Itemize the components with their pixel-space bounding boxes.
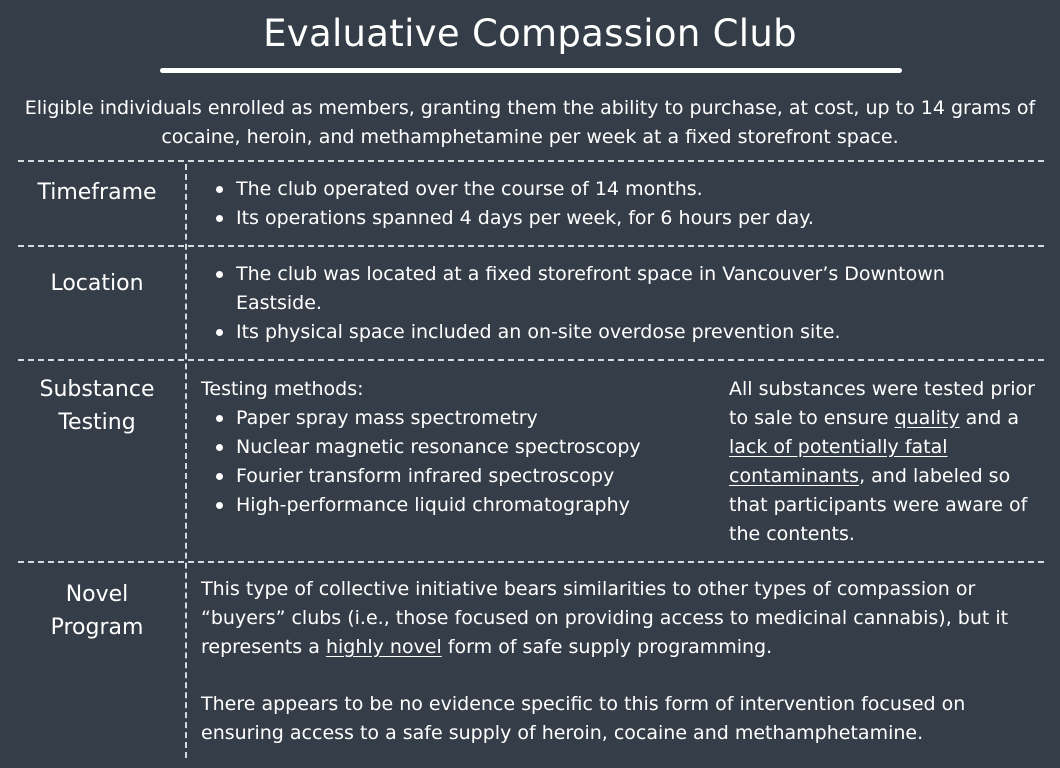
testing-methods-heading: Testing methods: [201, 378, 364, 400]
row-label-location: Location [50, 271, 144, 296]
column-divider [185, 164, 187, 758]
paragraph-text: This type of collective initiative bears similarities to other types of compassion or “buyers” clubs (i.e., those focused on providing access to medicinal cannabis), but it represents a [201, 578, 1009, 658]
row-label-novel-program [18, 578, 176, 644]
label-line: Substance [39, 377, 155, 402]
row-divider [18, 245, 1044, 247]
note-text: , and labeled so that participants were aware of the contents. [729, 465, 1028, 545]
note-text: All substances were tested prior to sale to ensure [729, 378, 1035, 429]
location-list [200, 260, 1030, 347]
list-item: High-performance liquid chromatography [200, 491, 720, 520]
label-line: Program [50, 615, 144, 640]
paragraph-text: form of safe supply programming. [441, 636, 773, 658]
note-emphasis-quality: quality [894, 407, 960, 429]
row-divider [18, 561, 1044, 563]
paragraph-emphasis: highly novel [325, 636, 442, 658]
novel-program-paragraph-2: There appears to be no evidence specific to this form of intervention focused on ensuring access to a safe supply of heroin, cocaine and methamphetamine. [201, 693, 966, 744]
title-underline [160, 68, 902, 73]
note-emphasis-contaminants: lack of potentially fatal contaminants [729, 436, 948, 487]
list-item: Fourier transform infrared spectroscopy [200, 462, 720, 491]
row-divider [18, 359, 1044, 361]
label-line: Novel [65, 582, 129, 607]
testing-methods-list [200, 404, 720, 520]
page-title: Evaluative Compassion Club [263, 12, 797, 55]
testing-note [729, 375, 1039, 549]
list-item: Its physical space included an on-site overdose prevention site. [200, 318, 1030, 347]
novel-program-paragraph-1 [201, 575, 1041, 662]
row-label-timeframe: Timeframe [37, 180, 157, 205]
note-text: and a [959, 407, 1020, 429]
list-item: Its operations spanned 4 days per week, for 6 hours per day. [200, 204, 1040, 233]
list-item: The club was located at a fixed storefront space in Vancouver’s Downtown Eastside. [200, 260, 1030, 318]
list-item: The club operated over the course of 14 months. [200, 175, 1040, 204]
list-item: Paper spray mass spectrometry [200, 404, 720, 433]
label-line: Testing [58, 410, 136, 435]
timeframe-list [200, 175, 1040, 233]
intro-text: Eligible individuals enrolled as members, granting them the ability to purchase, at cost, up to 14 grams of cocaine, heroin, and methamphetamine per week at a fixed storefront space. [24, 97, 1036, 148]
row-divider [18, 160, 1044, 162]
row-label-substance-testing [18, 373, 176, 439]
list-item: Nuclear magnetic resonance spectroscopy [200, 433, 720, 462]
